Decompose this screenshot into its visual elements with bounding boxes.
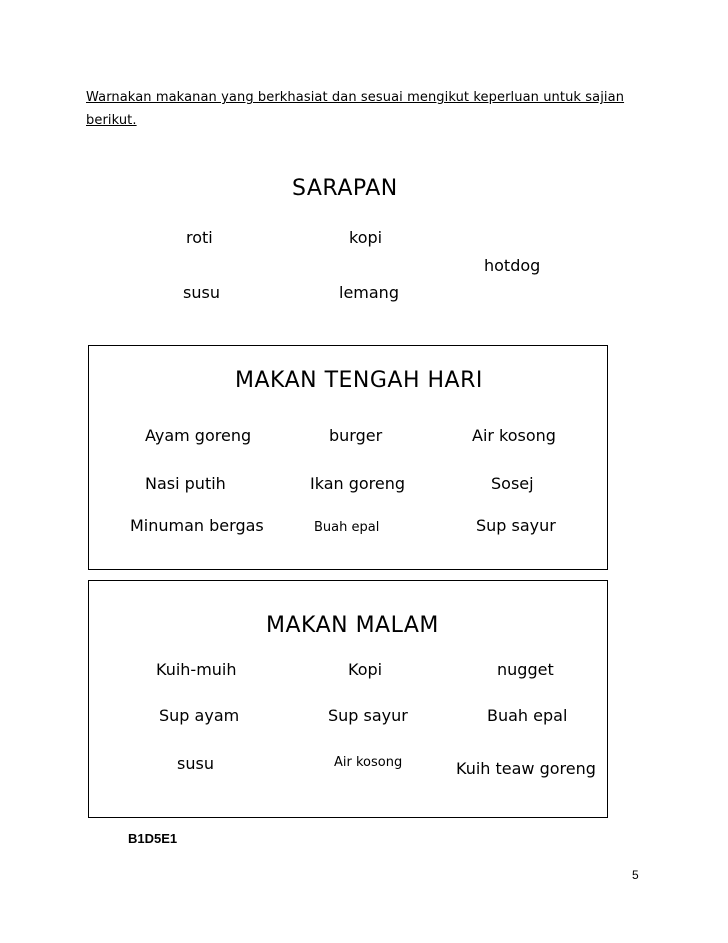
sarapan-item-susu: susu — [183, 283, 220, 302]
tengah-hari-item-sup-sayur: Sup sayur — [476, 516, 556, 535]
malam-item-kuih-muih: Kuih-muih — [156, 660, 237, 679]
malam-item-kuih-teaw-goreng: Kuih teaw goreng — [456, 759, 596, 778]
sarapan-title: SARAPAN — [292, 176, 398, 201]
malam-item-buah-epal: Buah epal — [487, 706, 568, 725]
instruction-line-2: berikut. — [86, 113, 137, 128]
tengah-hari-item-ikan-goreng: Ikan goreng — [310, 474, 406, 493]
malam-item-sup-sayur: Sup sayur — [328, 706, 408, 725]
malam-item-sup-ayam: Sup ayam — [159, 706, 240, 725]
tengah-hari-title: MAKAN TENGAH HARI — [235, 368, 483, 393]
worksheet-code: B1D5E1 — [128, 831, 178, 846]
tengah-hari-item-ayam-goreng: Ayam goreng — [145, 426, 252, 445]
page-number: 5 — [632, 868, 639, 882]
sarapan-item-roti: roti — [186, 228, 213, 247]
sarapan-item-hotdog: hotdog — [484, 256, 541, 275]
instruction-line-1: Warnakan makanan yang berkhasiat dan sesuai mengikut keperluan untuk sajian — [86, 90, 625, 105]
malam-item-susu: susu — [177, 754, 214, 773]
tengah-hari-item-buah-epal: Buah epal — [314, 520, 380, 535]
malam-item-kopi: Kopi — [348, 660, 383, 679]
malam-title: MAKAN MALAM — [266, 613, 439, 638]
sarapan-item-lemang: lemang — [339, 283, 399, 302]
malam-item-air-kosong: Air kosong — [334, 755, 403, 770]
tengah-hari-item-sosej: Sosej — [491, 474, 534, 493]
tengah-hari-item-burger: burger — [329, 426, 383, 445]
tengah-hari-item-nasi-putih: Nasi putih — [145, 474, 226, 493]
malam-item-nugget: nugget — [497, 660, 554, 679]
tengah-hari-item-air-kosong: Air kosong — [472, 426, 556, 445]
tengah-hari-item-minuman-bergas: Minuman bergas — [130, 516, 264, 535]
sarapan-item-kopi: kopi — [349, 228, 383, 247]
